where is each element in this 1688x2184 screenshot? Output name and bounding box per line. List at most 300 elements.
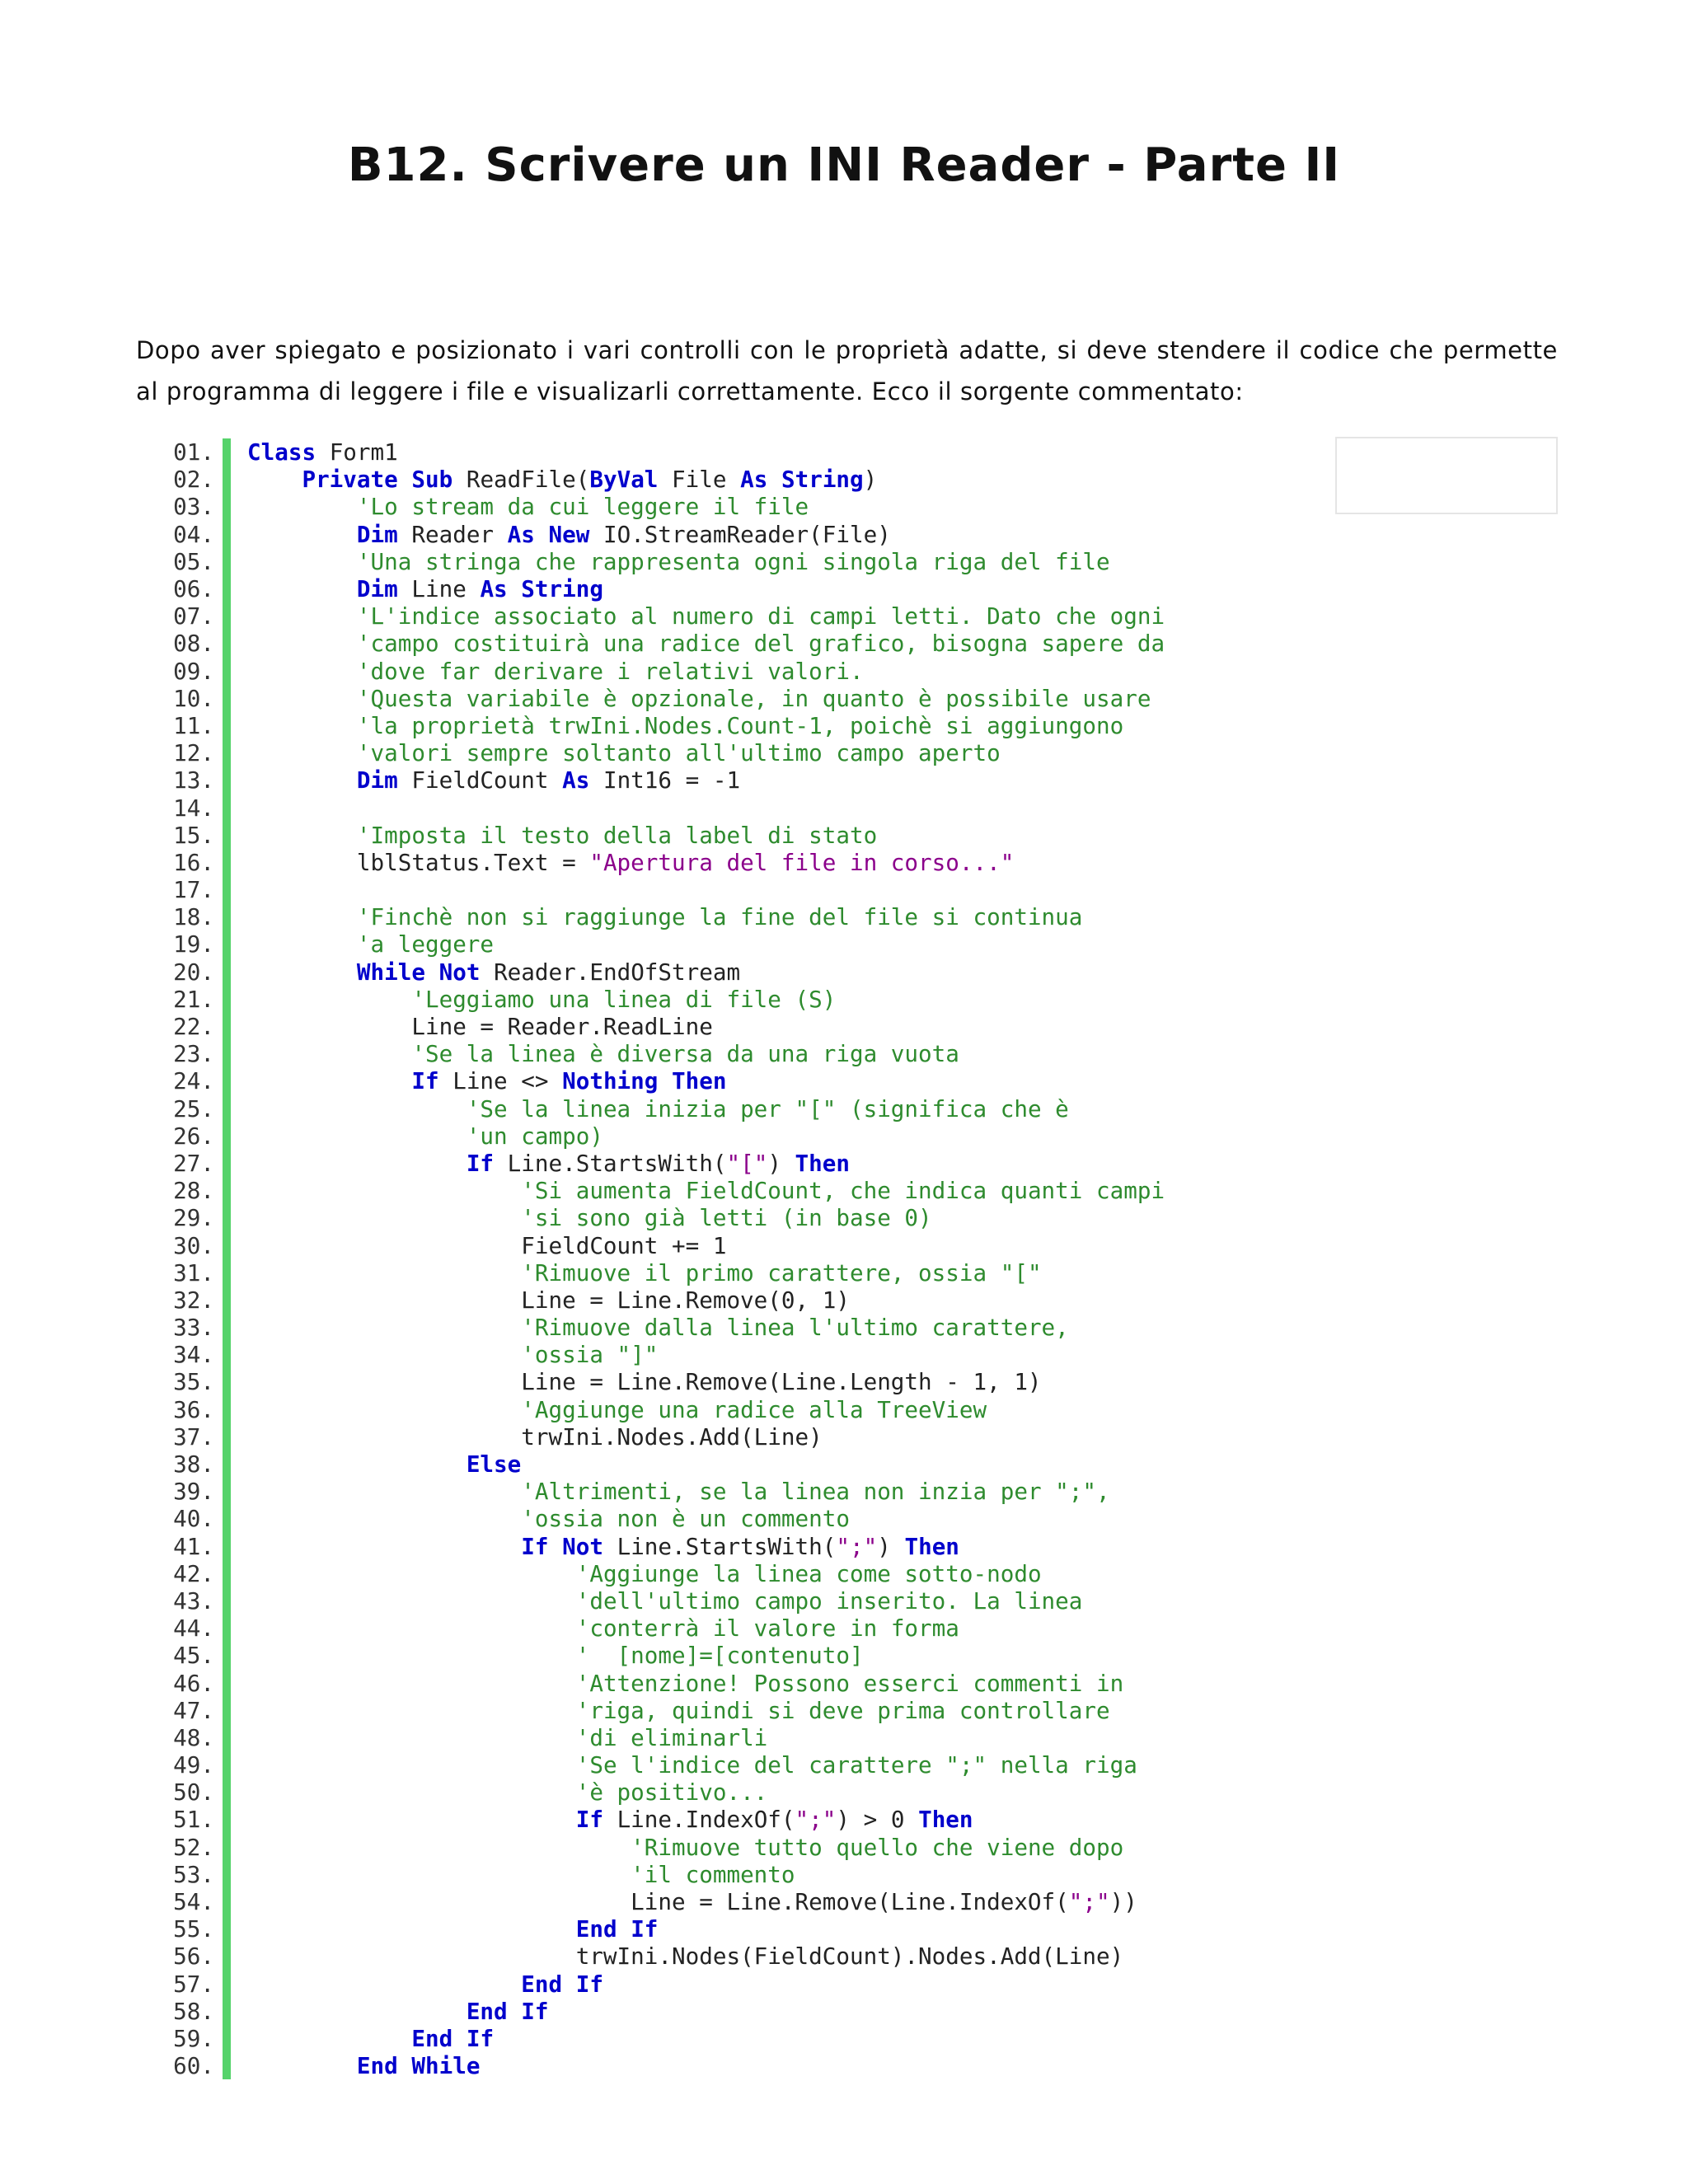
gutter-bar [223, 1314, 231, 1341]
code-line [157, 1259, 1558, 1286]
code-text [247, 1286, 850, 1314]
gutter-bar [223, 766, 231, 794]
code-token [398, 466, 412, 493]
code-token [247, 903, 357, 930]
code-text [247, 1724, 767, 1751]
code-text [247, 685, 1151, 712]
code-token: Reader.EndOfStream [480, 958, 741, 986]
code-line [157, 794, 1558, 821]
line-number: 50. [173, 1779, 214, 1807]
gutter-bar [223, 602, 231, 630]
code-text [247, 1779, 767, 1806]
code-token: ) > 0 [836, 1806, 919, 1834]
line-number: 35. [173, 1368, 214, 1396]
code-token: trwIni.Nodes.Add(Line) [247, 1422, 823, 1451]
gutter-bar [223, 1095, 231, 1122]
keyword-token: If [521, 1997, 549, 2025]
code-text [247, 1204, 932, 1231]
comment-token: 'Si aumenta FieldCount, che indica quanti campi [521, 1177, 1165, 1205]
code-token: Form1 [316, 438, 398, 466]
code-token [535, 521, 549, 548]
comment-token: 'ossia non è un commento [521, 1505, 850, 1533]
code-line [157, 822, 1558, 849]
gutter-bar [223, 630, 231, 657]
code-token [247, 766, 357, 794]
code-token [247, 1779, 576, 1806]
code-text [247, 1314, 1069, 1341]
code-text [247, 1122, 603, 1150]
code-token [247, 1587, 576, 1615]
keyword-token: As [562, 766, 590, 794]
gutter-bar [223, 1697, 231, 1724]
line-number: 12. [173, 739, 214, 767]
code-token [247, 1642, 576, 1669]
code-token [247, 958, 357, 986]
keyword-token: Dim [356, 520, 398, 548]
code-text [247, 1670, 1123, 1697]
gutter-bar [223, 1669, 231, 1696]
gutter-bar [223, 2025, 231, 2052]
code-text [247, 1013, 713, 1040]
keyword-token: End [575, 1915, 617, 1943]
string-token: "[" [726, 1149, 768, 1177]
keyword-token: String [781, 466, 864, 494]
code-text [247, 1067, 726, 1094]
code-token: FieldCount [397, 766, 563, 794]
keyword-token: Not [438, 958, 481, 986]
code-text [247, 1587, 1082, 1615]
code-token: Line = Reader.ReadLine [247, 1013, 713, 1041]
gutter-bar [223, 712, 231, 739]
code-line [157, 1779, 1558, 1806]
comment-token: 'Se la linea è diversa da una riga vuota [411, 1040, 959, 1068]
line-number: 15. [173, 821, 214, 849]
code-line [157, 1533, 1558, 1560]
gutter-bar [223, 1971, 231, 1998]
code-token [247, 2052, 357, 2079]
keyword-token: If [521, 1532, 549, 1560]
gutter-bar [223, 1998, 231, 2025]
code-line [157, 1314, 1558, 1341]
code-token: Line = Line.Remove(Line.IndexOf( [247, 1888, 1069, 1916]
line-number: 58. [173, 1997, 214, 2025]
comment-token: 'riga, quindi si deve prima controllare [575, 1696, 1110, 1724]
comment-token: 'si sono già letti (in base 0) [521, 1204, 932, 1232]
code-token: File [658, 466, 741, 494]
line-number: 52. [173, 1833, 214, 1861]
code-line [157, 1697, 1558, 1724]
code-text [247, 1998, 549, 2025]
code-token [247, 1615, 576, 1642]
gutter-bar [223, 1040, 231, 1067]
code-text [247, 1423, 823, 1451]
string-token: "Apertura del file in corso..." [589, 848, 1015, 876]
line-number: 37. [173, 1422, 214, 1451]
code-text [247, 903, 1082, 930]
line-number: 24. [173, 1067, 214, 1095]
code-line [157, 1286, 1558, 1314]
line-number: 07. [173, 602, 214, 630]
keyword-token: Sub [411, 466, 453, 494]
keyword-token: Dim [356, 575, 398, 603]
code-token [247, 685, 357, 712]
gutter-bar [223, 1533, 231, 1560]
line-number: 17. [173, 876, 214, 904]
code-token [247, 521, 357, 548]
code-token: ) [863, 466, 878, 494]
code-token: trwIni.Nodes(FieldCount).Nodes.Add(Line) [247, 1943, 1124, 1971]
code-text [247, 1861, 795, 1888]
comment-token: 'Se l'indice del carattere ";" nella riga [575, 1751, 1137, 1779]
code-text [247, 658, 864, 685]
code-line [157, 2052, 1558, 2079]
keyword-token: As [507, 520, 535, 548]
line-number: 59. [173, 2024, 214, 2052]
code-text [247, 548, 1110, 575]
code-text [247, 1095, 1069, 1122]
code-text [247, 739, 1001, 766]
comment-token: 'Lo stream da cui leggere il file [356, 493, 809, 521]
line-number: 25. [173, 1094, 214, 1122]
code-text [247, 849, 1014, 876]
comment-token: 'dell'ultimo campo inserito. La linea [575, 1586, 1083, 1615]
code-token [247, 466, 302, 493]
code-line [157, 1231, 1558, 1258]
code-line [157, 1971, 1558, 1998]
line-number: 02. [173, 466, 214, 494]
gutter-bar [223, 1834, 231, 1861]
code-token [247, 1122, 467, 1150]
gutter-bar [223, 958, 231, 986]
code-line [157, 548, 1558, 575]
code-token [247, 1998, 467, 2025]
code-line [157, 521, 1558, 548]
comment-token: 'Attenzione! Possono esserci commenti in [575, 1669, 1124, 1697]
gutter-bar [223, 1204, 231, 1231]
code-line [157, 2025, 1558, 2052]
code-text [247, 930, 494, 958]
code-text [247, 1259, 1042, 1286]
code-line [157, 1368, 1558, 1395]
code-line [157, 712, 1558, 739]
gutter-bar [223, 2052, 231, 2079]
keyword-token: If [411, 1067, 439, 1095]
code-token [247, 1697, 576, 1724]
code-token [247, 1533, 521, 1560]
comment-token: 'L'indice associato al numero di campi letti. Dato che ogni [356, 602, 1165, 630]
code-line [157, 1642, 1558, 1669]
gutter-bar [223, 1067, 231, 1094]
comment-token: ' [nome]=[contenuto] [575, 1642, 864, 1670]
comment-token: 'a leggere [356, 930, 495, 958]
comment-token: 'campo costituirà una radice del grafico, bisogna sapere da [356, 630, 1165, 658]
code-token: Reader [397, 520, 508, 548]
code-token [247, 1259, 521, 1286]
line-number: 19. [173, 930, 214, 958]
line-number: 34. [173, 1341, 214, 1369]
line-number: 45. [173, 1642, 214, 1670]
code-token: ReadFile( [452, 466, 590, 494]
code-token [452, 2025, 467, 2052]
gutter-bar [223, 1560, 231, 1587]
code-token [247, 548, 357, 575]
keyword-token: End [466, 1997, 508, 2025]
line-number: 20. [173, 958, 214, 986]
code-line [157, 739, 1558, 766]
code-token [247, 1724, 576, 1751]
code-token [247, 1834, 631, 1861]
line-number: 36. [173, 1395, 214, 1423]
code-token [247, 575, 357, 602]
code-token: FieldCount += 1 [247, 1231, 727, 1259]
comment-token: 'Altrimenti, se la linea non inzia per ";", [521, 1478, 1110, 1506]
code-text [247, 575, 603, 602]
line-number: 23. [173, 1040, 214, 1068]
code-token [247, 602, 357, 630]
line-number: 21. [173, 985, 214, 1013]
code-text [247, 1642, 864, 1669]
code-token [247, 1670, 576, 1697]
comment-token: 'conterrà il valore in forma [575, 1615, 959, 1643]
gutter-bar [223, 1423, 231, 1451]
code-token [247, 712, 357, 739]
comment-token: 'la proprietà trwIni.Nodes.Count-1, poichè si aggiungono [356, 711, 1124, 739]
code-line [157, 1040, 1558, 1067]
comment-token: 'Rimuove dalla linea l'ultimo carattere, [521, 1314, 1069, 1342]
comment-token: 'ossia "]" [521, 1341, 659, 1369]
code-token [247, 1971, 521, 1998]
code-token [247, 1204, 521, 1231]
code-text [247, 1478, 1110, 1505]
comment-token: 'Aggiunge la linea come sotto-nodo [575, 1559, 1042, 1587]
gutter-bar [223, 521, 231, 548]
code-token [247, 1150, 467, 1177]
keyword-token: Private [302, 466, 398, 494]
line-number: 53. [173, 1860, 214, 1888]
side-box [1335, 437, 1558, 514]
gutter-bar [223, 1231, 231, 1258]
code-token [247, 1806, 576, 1833]
code-line [157, 849, 1558, 876]
code-token: Line <> [438, 1067, 563, 1095]
code-text [247, 521, 891, 548]
code-token [247, 630, 357, 657]
code-line [157, 685, 1558, 712]
code-line [157, 1560, 1558, 1587]
line-number: 10. [173, 684, 214, 712]
code-line [157, 1861, 1558, 1888]
keyword-token: Then [918, 1806, 973, 1834]
gutter-bar [223, 575, 231, 602]
line-number: 16. [173, 848, 214, 876]
code-token: Line.StartsWith( [494, 1149, 727, 1177]
code-token [508, 575, 522, 602]
line-number: 28. [173, 1177, 214, 1205]
comment-token: 'Finchè non si raggiunge la fine del file si continua [356, 903, 1083, 931]
code-line [157, 658, 1558, 685]
code-token: Line [397, 575, 481, 603]
code-line [157, 1341, 1558, 1368]
code-text [247, 1232, 726, 1259]
comment-token: 'Leggiamo una linea di file (S) [411, 985, 837, 1013]
code-token: ) [767, 1149, 795, 1177]
comment-token: 'di eliminarli [575, 1723, 768, 1751]
code-token [247, 1396, 521, 1423]
code-token: Line = Line.Remove(Line.Length - 1, 1) [247, 1368, 1042, 1396]
code-token [247, 930, 357, 958]
gutter-bar [223, 739, 231, 766]
line-number: 38. [173, 1451, 214, 1479]
keyword-token: Not [562, 1532, 603, 1560]
code-token [425, 958, 439, 986]
line-number: 43. [173, 1586, 214, 1615]
code-line [157, 1423, 1558, 1451]
code-text [247, 1834, 1123, 1861]
gutter-bar [223, 1451, 231, 1478]
gutter-bar [223, 1806, 231, 1833]
line-number: 14. [173, 794, 214, 822]
line-number: 06. [173, 575, 214, 603]
line-number: 42. [173, 1559, 214, 1587]
code-token [247, 1451, 467, 1478]
code-token [247, 822, 357, 849]
code-text [247, 1915, 658, 1943]
keyword-token: Else [466, 1451, 522, 1479]
code-token [247, 1560, 576, 1587]
code-line [157, 1177, 1558, 1204]
code-line [157, 876, 1558, 903]
code-line [157, 1478, 1558, 1505]
code-line [157, 1505, 1558, 1532]
gutter-bar [223, 548, 231, 575]
code-token [767, 466, 781, 493]
code-token [247, 1314, 521, 1341]
line-number: 18. [173, 903, 214, 931]
gutter-bar [223, 1259, 231, 1286]
comment-token: 'valori sempre soltanto all'ultimo campo aperto [356, 739, 1001, 767]
string-token: ";" [795, 1806, 837, 1834]
code-line [157, 1013, 1558, 1040]
gutter-bar [223, 438, 231, 466]
page-title: B12. Scrivere un INI Reader - Parte II [347, 138, 1341, 192]
code-token: Line.IndexOf( [603, 1806, 795, 1834]
string-token: ";" [1068, 1888, 1110, 1916]
code-text [247, 712, 1123, 739]
gutter-bar [223, 1396, 231, 1423]
code-text [247, 1341, 658, 1368]
code-token [549, 1533, 563, 1560]
comment-token: 'Imposta il testo della label di stato [356, 821, 878, 849]
code-text [247, 438, 398, 466]
code-line [157, 1888, 1558, 1915]
code-token [658, 1067, 672, 1094]
keyword-token: If [575, 1970, 603, 1998]
code-token [247, 1040, 411, 1067]
keyword-token: If [575, 1806, 603, 1834]
gutter-bar [223, 822, 231, 849]
code-token [247, 658, 357, 685]
code-text [247, 1040, 959, 1067]
code-text [247, 493, 809, 520]
gutter-bar [223, 685, 231, 712]
code-line [157, 1204, 1558, 1231]
gutter-bar [223, 1122, 231, 1150]
line-number: 46. [173, 1669, 214, 1697]
line-number: 57. [173, 1970, 214, 1998]
code-text [247, 822, 877, 849]
comment-token: 'il commento [631, 1860, 795, 1888]
code-line [157, 1396, 1558, 1423]
gutter-bar [223, 1341, 231, 1368]
code-text [247, 1971, 603, 1998]
code-text [247, 2052, 480, 2079]
gutter-bar [223, 658, 231, 685]
code-text [247, 1368, 1042, 1395]
gutter-bar [223, 930, 231, 958]
code-token [247, 1067, 411, 1094]
code-line [157, 1451, 1558, 1478]
line-number: 32. [173, 1286, 214, 1314]
code-token: Line = Line.Remove(0, 1) [247, 1286, 850, 1314]
code-text [247, 1806, 973, 1833]
comment-token: 'Rimuove il primo carattere, ossia "[" [521, 1258, 1042, 1286]
line-number: 60. [173, 2052, 214, 2080]
line-number: 39. [173, 1478, 214, 1506]
comment-token: 'Rimuove tutto quello che viene dopo [631, 1833, 1124, 1861]
line-number: 40. [173, 1505, 214, 1533]
line-number: 48. [173, 1723, 214, 1751]
gutter-bar [223, 1888, 231, 1915]
code-token [247, 1341, 521, 1368]
line-number: 27. [173, 1149, 214, 1177]
code-token: lblStatus.Text = [247, 848, 590, 876]
code-text [247, 958, 740, 986]
gutter-bar [223, 1642, 231, 1669]
keyword-token: As [740, 466, 768, 494]
gutter-bar [223, 1177, 231, 1204]
line-number: 22. [173, 1013, 214, 1041]
keyword-token: Dim [356, 766, 398, 794]
line-number: 54. [173, 1888, 214, 1916]
code-token: ) [877, 1532, 905, 1560]
code-line [157, 1943, 1558, 1970]
code-line [157, 1095, 1558, 1122]
gutter-bar [223, 1615, 231, 1642]
code-text [247, 1888, 1137, 1915]
gutter-bar [223, 1943, 231, 1970]
line-number: 29. [173, 1204, 214, 1232]
comment-token: 'Se la linea inizia per "[" (significa che è [466, 1094, 1069, 1122]
code-token [247, 493, 357, 520]
gutter-bar [223, 903, 231, 930]
gutter-bar [223, 876, 231, 903]
code-text [247, 986, 836, 1013]
code-token [247, 1751, 576, 1779]
line-number: 30. [173, 1231, 214, 1259]
comment-token: 'dove far derivare i relativi valori. [356, 657, 864, 685]
keyword-token: As [480, 575, 508, 603]
code-token [247, 1478, 521, 1505]
keyword-token: String [521, 575, 603, 603]
line-number: 04. [173, 520, 214, 548]
code-line [157, 1150, 1558, 1177]
line-number: 31. [173, 1258, 214, 1286]
line-number: 09. [173, 657, 214, 685]
code-line [157, 766, 1558, 794]
code-text [247, 1533, 959, 1560]
code-line [157, 1587, 1558, 1615]
gutter-bar [223, 1478, 231, 1505]
